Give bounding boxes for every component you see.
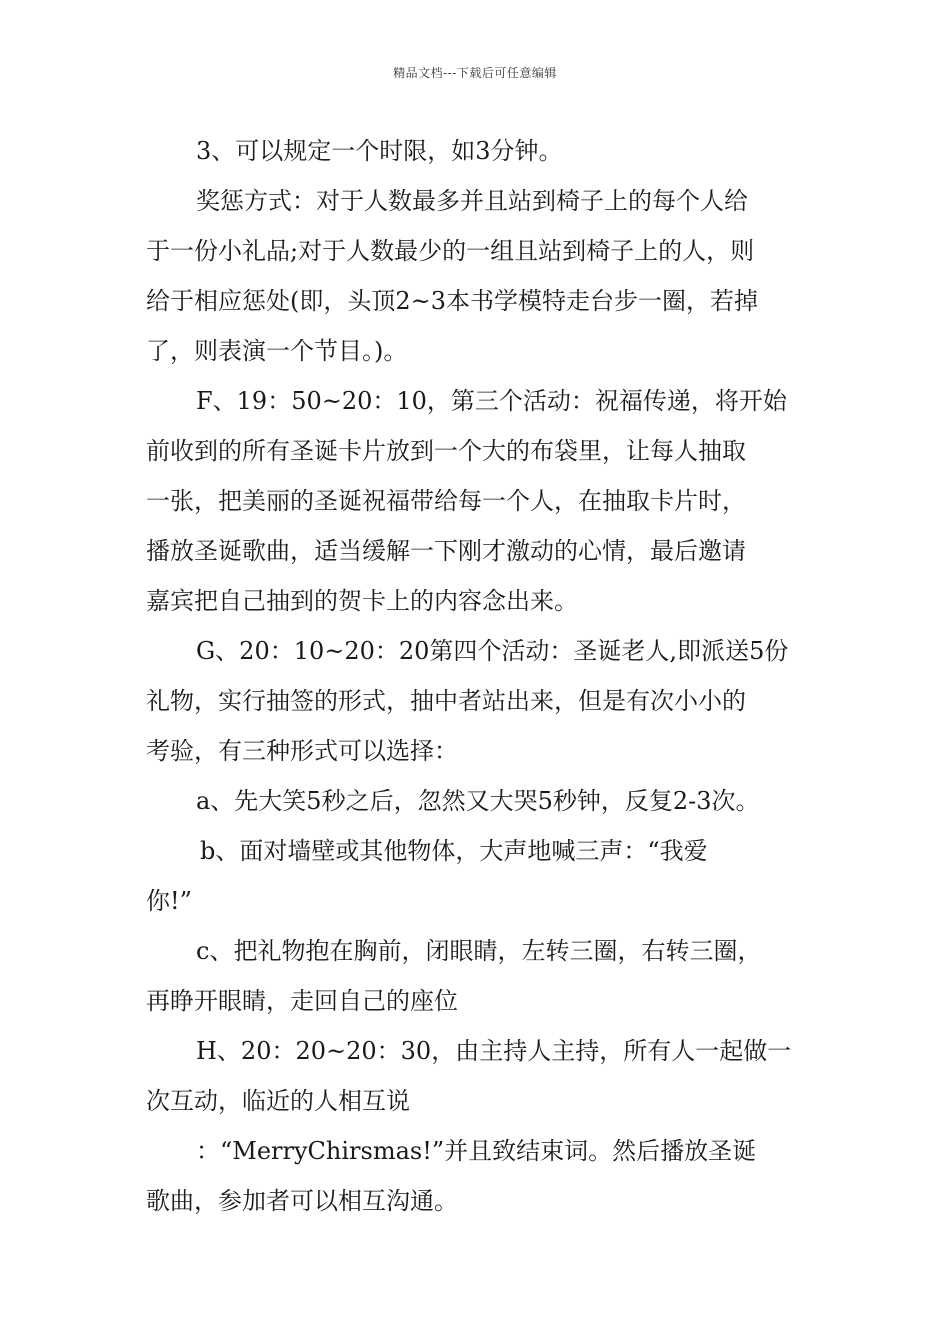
paragraph-line: c、把礼物抱在胸前，闭眼睛，左转三圈，右转三圈，: [196, 937, 762, 965]
paragraph-line: 嘉宾把自己抽到的贺卡上的内容念出来。: [146, 587, 578, 615]
paragraph-line: b、面对墙壁或其他物体，大声地喊三声：“我爱: [200, 837, 708, 865]
paragraph-line: 再睁开眼睛，走回自己的座位: [146, 987, 458, 1015]
paragraph-line: 前收到的所有圣诞卡片放到一个大的布袋里，让每人抽取: [146, 437, 746, 465]
paragraph-line: 考验，有三种形式可以选择：: [146, 737, 458, 765]
page-header: 精品文档---下载后可任意编辑: [393, 66, 557, 80]
paragraph-line: ：“MerryChirsmas!”并且致结束词。然后播放圣诞: [196, 1137, 757, 1165]
paragraph-line: 你!”: [146, 887, 192, 915]
paragraph-line: 奖惩方式：对于人数最多并且站到椅子上的每个人给: [196, 187, 748, 215]
paragraph-line: 歌曲，参加者可以相互沟通。: [146, 1187, 458, 1215]
paragraph-line: F、19：50~20：10，第三个活动：祝福传递，将开始: [196, 387, 787, 415]
paragraph-line: G、20：10~20：20第四个活动：圣诞老人,即派送5份: [196, 637, 789, 665]
paragraph-line: 了，则表演一个节目。)。: [146, 337, 408, 365]
paragraph-line: 礼物，实行抽签的形式，抽中者站出来，但是有次小小的: [146, 687, 746, 715]
paragraph-line: 播放圣诞歌曲，适当缓解一下刚才激动的心情，最后邀请: [146, 537, 746, 565]
paragraph-line: 给于相应惩处(即，头顶2~3本书学模特走台步一圈，若掉: [146, 287, 759, 315]
paragraph-line: 次互动，临近的人相互说: [146, 1087, 410, 1115]
paragraph-line: 于一份小礼品;对于人数最少的一组且站到椅子上的人，则: [146, 237, 755, 265]
paragraph-line: a、先大笑5秒之后，忽然又大哭5秒钟，反复2-3次。: [196, 787, 760, 815]
paragraph-line: 3、可以规定一个时限，如3分钟。: [196, 137, 563, 165]
paragraph-line: H、20：20~20：30，由主持人主持，所有人一起做一: [196, 1037, 792, 1065]
paragraph-line: 一张，把美丽的圣诞祝福带给每一个人，在抽取卡片时，: [146, 487, 746, 515]
